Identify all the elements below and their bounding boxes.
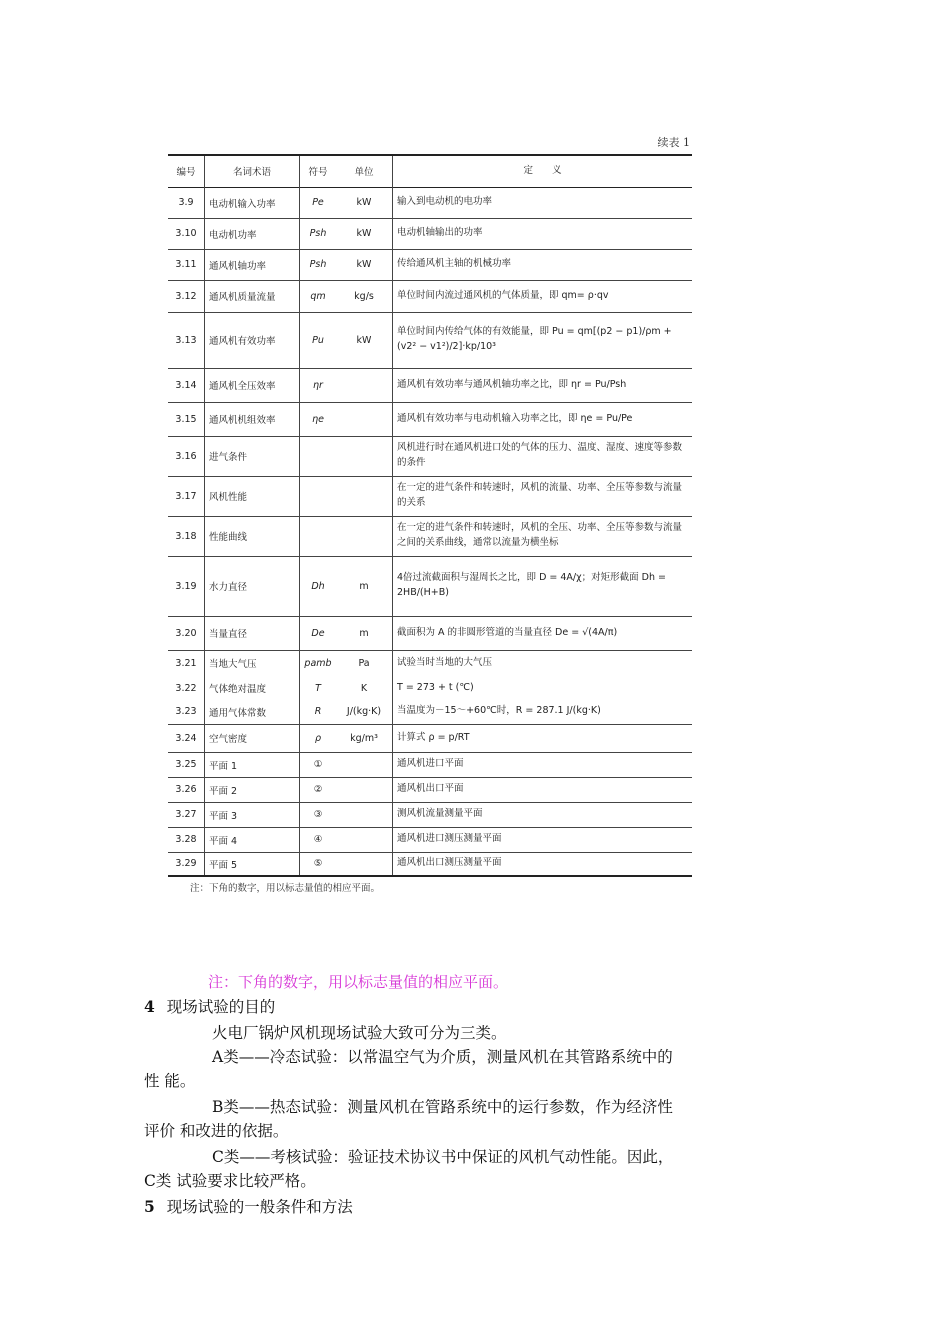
cell-unit [336, 402, 393, 436]
cell-unit: kW [336, 312, 393, 368]
cell-symbol: T [315, 682, 321, 694]
cell-symbol: qm [310, 290, 326, 302]
cell-definition: 计算式 ρ = p/RT [397, 731, 470, 743]
cell-definition: 单位时间内传给气体的有效能量，即 Pu = qm[(p2 − p1)/ρm + (v2² − v1²)/2]·kp/10³ [397, 326, 672, 352]
cell-definition: 当温度为－15～+60℃时，R = 287.1 J/(kg·K) [397, 705, 601, 717]
cell-definition: 通风机有效功率与通风机轴功率之比，即 ηr = Pu/Psh [397, 378, 627, 390]
cell-term: 水力直径 [205, 556, 300, 616]
table-caption: 续表 1 [657, 136, 690, 149]
cell-symbol: R [314, 706, 322, 718]
paragraph-c-line2: C类 试验要求比较严格。 [144, 1172, 316, 1190]
cell-term: 当量直径 [205, 616, 300, 650]
paragraph-b-line1: B类——热态试验：测量风机在管路系统中的运行参数，作为经济性 [212, 1098, 673, 1116]
table-row [168, 402, 692, 436]
table-row [168, 777, 692, 802]
cell-term: 气体绝对温度 [205, 676, 300, 700]
cell-term: 平面 4 [205, 827, 300, 852]
cell-symbol: ③ [313, 809, 323, 820]
cell-definition: 4倍过流截面积与湿周长之比，即 D = 4A/χ；对矩形截面 Dh = 2HB/(H+B) [397, 572, 666, 598]
cell-number: 3.9 [178, 197, 194, 208]
header-symbol: 符号 [308, 167, 328, 179]
table-row [168, 616, 692, 650]
section-4-number: 4 [144, 997, 155, 1016]
cell-definition: 单位时间内流过通风机的气体质量，即 qm= ρ·qv [397, 289, 609, 301]
cell-term: 通风机全压效率 [205, 368, 300, 402]
cell-definition: 通风机出口测压测量平面 [397, 857, 502, 869]
cell-term: 风机性能 [205, 476, 300, 516]
cell-definition: 在一定的进气条件和转速时，风机的流量、功率、全压等参数与流量的关系 [397, 482, 683, 508]
paragraph-intro: 火电厂锅炉风机现场试验大致可分为三类。 [212, 1024, 507, 1042]
cell-unit [336, 476, 393, 516]
cell-number: 3.13 [175, 334, 197, 346]
cell-symbol: ① [313, 759, 323, 770]
table-row [168, 280, 692, 312]
cell-term: 电动机输入功率 [205, 187, 300, 218]
cell-unit [336, 777, 393, 802]
table-row [168, 516, 692, 556]
cell-term: 当地大气压 [205, 650, 300, 676]
table-row [168, 650, 692, 676]
cell-unit: K [336, 676, 393, 700]
cell-term: 性能曲线 [205, 516, 300, 556]
cell-number: 3.20 [175, 627, 197, 639]
cell-definition: T = 273 + t (℃) [397, 681, 474, 693]
cell-unit: m [336, 556, 393, 616]
table-row [168, 556, 692, 616]
cell-number: 3.26 [175, 784, 197, 795]
cell-symbol: ηe [312, 413, 324, 425]
cell-term: 进气条件 [205, 436, 300, 476]
cell-definition: 通风机进口测压测量平面 [397, 833, 502, 845]
cell-term: 通风机机组效率 [205, 402, 300, 436]
cell-number: 3.24 [175, 732, 197, 744]
table-row [168, 368, 692, 402]
cell-unit [336, 368, 393, 402]
cell-number: 3.29 [175, 858, 197, 870]
cell-unit [336, 802, 393, 827]
paragraph-c-line1: C类——考核试验：验证技术协议书中保证的风机气动性能。因此， [212, 1148, 674, 1166]
section-5-title: 现场试验的一般条件和方法 [166, 1198, 353, 1216]
table-row [168, 676, 692, 700]
cell-definition: 在一定的进气条件和转速时，风机的全压、功率、全压等参数与流量之间的关系曲线，通常以流量为横坐标 [397, 522, 683, 548]
paragraph-a-line1: A类——冷态试验：以常温空气为介质，测量风机在其管路系统中的 [212, 1048, 673, 1066]
cell-term: 通用气体常数 [205, 700, 300, 724]
section-4-title: 现场试验的目的 [166, 998, 276, 1016]
section-5-number: 5 [144, 1197, 155, 1216]
cell-term: 空气密度 [205, 724, 300, 752]
table-row [168, 752, 692, 777]
cell-definition: 截面积为 A 的非圆形管道的当量直径 De = √(4A/π) [397, 626, 618, 638]
definitions-table [168, 154, 692, 877]
cell-symbol: De [311, 627, 325, 639]
cell-symbol: Psh [309, 228, 327, 239]
cell-definition: 风机进行时在通风机进口处的气体的压力、温度、湿度、速度等参数的条件 [397, 442, 683, 468]
cell-term: 通风机质量流量 [205, 280, 300, 312]
table-row [168, 852, 692, 876]
cell-symbol: Pe [312, 197, 324, 208]
subscript-note: 注：下角的数字，用以标志量值的相应平面。 [208, 973, 509, 991]
cell-number: 3.22 [175, 682, 197, 694]
paragraph-b-line2: 评价 和改进的依据。 [144, 1122, 289, 1140]
cell-symbol: ② [313, 784, 323, 795]
cell-definition: 试验当时当地的大气压 [397, 656, 493, 668]
cell-term: 通风机有效功率 [205, 312, 300, 368]
cell-symbol: ⑤ [313, 858, 323, 870]
cell-number: 3.11 [175, 259, 197, 270]
cell-unit: kW [336, 218, 393, 249]
table-header-row [168, 155, 692, 187]
cell-definition: 通风机出口平面 [397, 783, 464, 795]
cell-number: 3.15 [175, 413, 197, 425]
cell-unit: kg/m³ [336, 724, 393, 752]
cell-symbol [300, 516, 337, 556]
cell-symbol [300, 436, 337, 476]
cell-unit: kW [336, 187, 393, 218]
header-number: 编号 [176, 167, 196, 179]
cell-number: 3.14 [175, 379, 197, 391]
cell-number: 3.10 [175, 228, 197, 239]
cell-number: 3.17 [175, 490, 197, 502]
cell-definition: 输入到电动机的电功率 [397, 196, 493, 208]
cell-number: 3.27 [175, 809, 197, 820]
cell-symbol: Pu [312, 334, 324, 346]
cell-unit [336, 752, 393, 777]
cell-symbol: ④ [313, 834, 323, 845]
table-row [168, 249, 692, 280]
cell-number: 3.21 [175, 657, 197, 669]
cell-unit: kg/s [336, 280, 393, 312]
cell-number: 3.12 [175, 290, 197, 302]
table-row [168, 724, 692, 752]
cell-symbol: ρ [314, 732, 322, 744]
cell-number: 3.23 [175, 706, 197, 718]
cell-unit: Pa [336, 650, 393, 676]
cell-number: 3.18 [175, 530, 197, 542]
cell-number: 3.16 [175, 450, 197, 462]
cell-definition: 电动机轴输出的功率 [397, 227, 483, 239]
cell-number: 3.28 [175, 834, 197, 845]
cell-symbol: pamb [304, 657, 332, 669]
cell-unit: m [336, 616, 393, 650]
table-row [168, 827, 692, 852]
cell-definition: 传给通风机主轴的机械功率 [397, 258, 512, 270]
cell-term: 平面 3 [205, 802, 300, 827]
table-row [168, 187, 692, 218]
header-unit: 单位 [336, 155, 393, 187]
table-footnote: 注：下角的数字，用以标志量值的相应平面。 [190, 883, 381, 894]
table-row [168, 802, 692, 827]
table-row [168, 218, 692, 249]
cell-unit: J/(kg·K) [336, 700, 393, 724]
section-5-heading [144, 1196, 353, 1218]
header-term: 名词术语 [205, 155, 300, 187]
cell-definition: 通风机有效功率与电动机输入功率之比，即 ηe = Pu/Pe [397, 412, 633, 424]
cell-definition: 测风机流量测量平面 [397, 808, 483, 820]
cell-symbol: Dh [311, 580, 325, 592]
cell-symbol [300, 476, 337, 516]
cell-unit [336, 436, 393, 476]
header-definition: 定 义 [523, 164, 562, 176]
table-row [168, 476, 692, 516]
cell-term: 平面 2 [205, 777, 300, 802]
table-row [168, 436, 692, 476]
cell-symbol: Psh [309, 259, 327, 270]
paragraph-a-line2: 性 能。 [144, 1072, 196, 1090]
cell-unit [336, 852, 393, 876]
table-row [168, 700, 692, 724]
table-row [168, 312, 692, 368]
cell-unit [336, 827, 393, 852]
cell-definition: 通风机进口平面 [397, 758, 464, 770]
cell-term: 电动机功率 [205, 218, 300, 249]
cell-term: 平面 5 [205, 852, 300, 876]
cell-number: 3.25 [175, 759, 197, 770]
cell-unit [336, 516, 393, 556]
section-4-heading [144, 996, 275, 1018]
cell-symbol: ηr [313, 379, 323, 391]
cell-number: 3.19 [175, 580, 197, 592]
cell-term: 平面 1 [205, 752, 300, 777]
cell-term: 通风机轴功率 [205, 249, 300, 280]
cell-unit: kW [336, 249, 393, 280]
